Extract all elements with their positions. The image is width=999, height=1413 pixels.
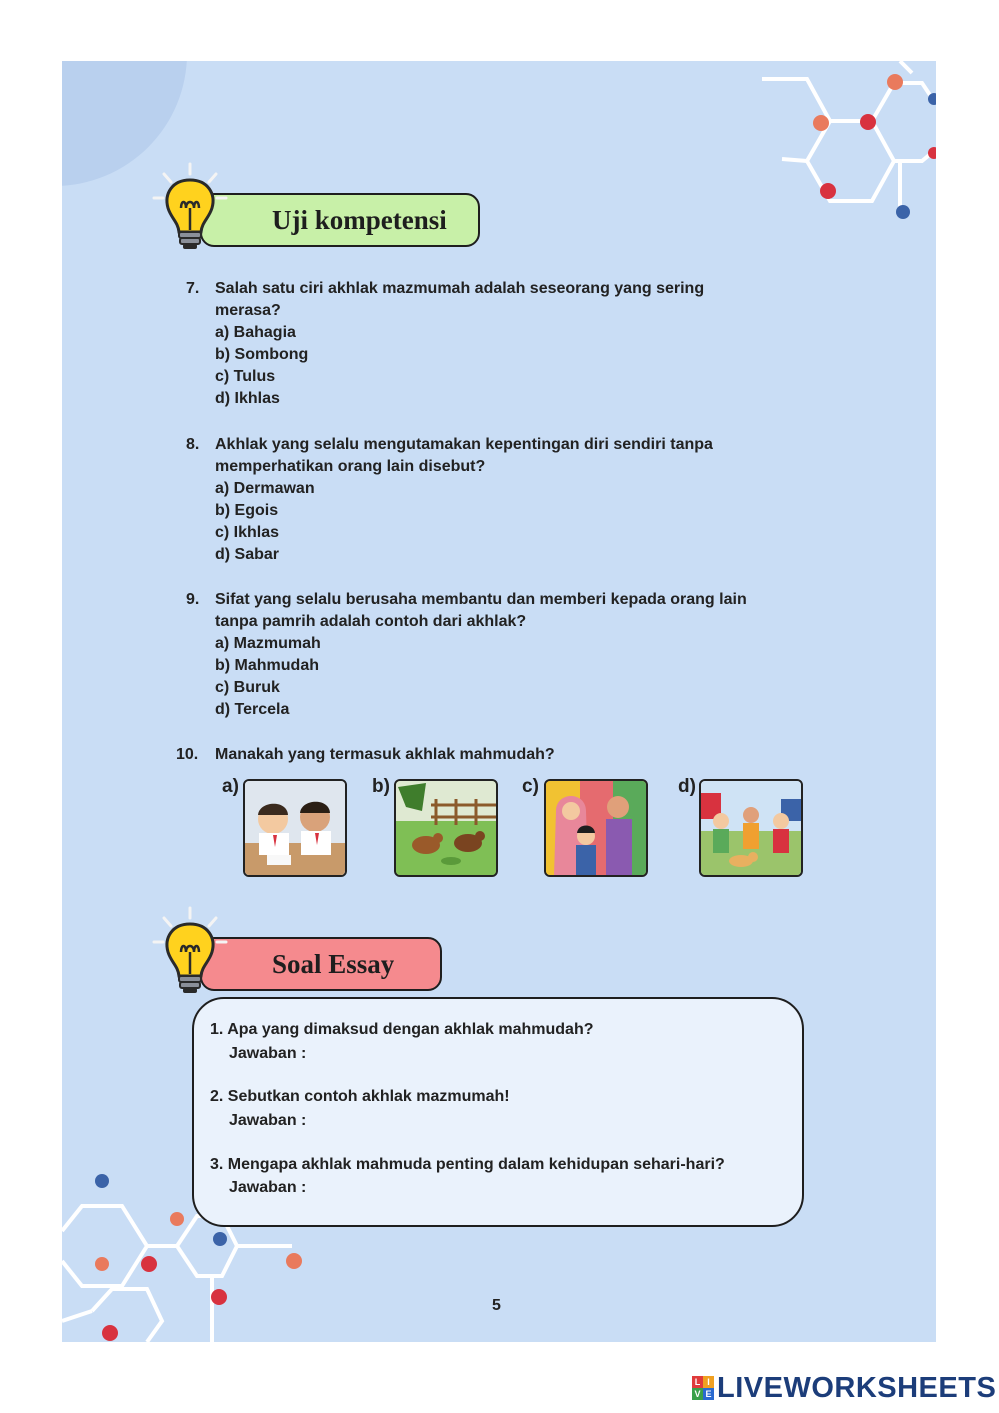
chickens-farm-picture xyxy=(396,781,496,875)
brand-name: LIVEWORKSHEETS xyxy=(717,1371,997,1404)
family-greeting-picture xyxy=(546,781,646,875)
picture-option-c[interactable] xyxy=(544,779,648,877)
option-c[interactable]: c) Ikhlas xyxy=(215,524,280,541)
section-title: Soal Essay xyxy=(272,948,395,979)
molecule-node xyxy=(820,183,836,199)
option-c[interactable]: c) Tulus xyxy=(215,368,276,385)
students-studying-picture xyxy=(245,781,345,875)
option-d[interactable]: d) Tercela xyxy=(215,701,290,718)
lightbulb-icon xyxy=(150,160,230,255)
picture-option-b[interactable] xyxy=(394,779,498,877)
essay-answer-label-3[interactable]: Jawaban : xyxy=(229,1179,307,1196)
option-b[interactable]: b) Egois xyxy=(215,502,279,519)
question-number: 8. xyxy=(186,436,200,453)
molecule-node xyxy=(887,74,903,90)
molecule-node xyxy=(896,205,910,219)
question-text-line: merasa? xyxy=(215,302,281,319)
question-text-line: Sifat yang selalu berusaha membantu dan memberi kepada orang lain xyxy=(215,591,747,608)
option-b[interactable]: b) Mahmudah xyxy=(215,657,319,674)
molecule-decoration-top xyxy=(762,61,936,231)
option-c[interactable]: c) Buruk xyxy=(215,679,280,696)
question-number: 10. xyxy=(176,746,199,763)
picture-option-label-c: c) xyxy=(522,776,539,797)
question-10 xyxy=(176,744,555,766)
molecule-node xyxy=(95,1257,109,1271)
section-banner-soal-essay xyxy=(200,937,442,991)
option-a[interactable]: a) Mazmumah xyxy=(215,635,321,652)
page-number: 5 xyxy=(492,1297,501,1314)
picture-option-a[interactable] xyxy=(243,779,347,877)
live-logo-icon: L I V E xyxy=(692,1376,714,1400)
essay-answer-label-2[interactable]: Jawaban : xyxy=(229,1112,307,1129)
essay-question-3: 3. Mengapa akhlak mahmuda penting dalam kehidupan sehari-hari? xyxy=(210,1156,725,1173)
question-text-line: Akhlak yang selalu mengutamakan kepentingan diri sendiri tanpa xyxy=(215,436,713,453)
picture-option-label-b: b) xyxy=(372,776,390,797)
question-text: Manakah yang termasuk akhlak mahmudah? xyxy=(215,746,555,763)
molecule-node xyxy=(813,115,829,131)
molecule-node xyxy=(860,114,876,130)
essay-answer-label-1[interactable]: Jawaban : xyxy=(229,1045,307,1062)
question-number: 9. xyxy=(186,591,200,608)
molecule-node xyxy=(95,1174,109,1188)
option-b[interactable]: b) Sombong xyxy=(215,346,309,363)
section-banner-uji-kompetensi xyxy=(200,193,480,247)
option-a[interactable]: a) Dermawan xyxy=(215,480,315,497)
picture-option-label-d: d) xyxy=(678,776,696,797)
molecule-node xyxy=(102,1325,118,1341)
option-d[interactable]: d) Sabar xyxy=(215,546,280,563)
option-d[interactable]: d) Ikhlas xyxy=(215,390,280,407)
picture-option-d[interactable] xyxy=(699,779,803,877)
picture-option-label-a: a) xyxy=(222,776,239,797)
essay-box xyxy=(192,997,804,1227)
option-a[interactable]: a) Bahagia xyxy=(215,324,296,341)
molecule-node xyxy=(213,1232,227,1246)
question-text-line: Salah satu ciri akhlak mazmumah adalah seseorang yang sering xyxy=(215,280,705,297)
lightbulb-icon xyxy=(150,904,230,999)
question-text-line: tanpa pamrih adalah contoh dari akhlak? xyxy=(215,613,527,630)
molecule-node xyxy=(170,1212,184,1226)
section-title: Uji kompetensi xyxy=(272,204,447,235)
question-text-line: memperhatikan orang lain disebut? xyxy=(215,458,486,475)
molecule-node xyxy=(286,1253,302,1269)
molecule-node xyxy=(141,1256,157,1272)
essay-question-1: 1. Apa yang dimaksud dengan akhlak mahmudah? xyxy=(210,1021,594,1038)
children-teasing-cat-picture xyxy=(701,781,801,875)
molecule-node xyxy=(211,1289,227,1305)
question-number: 7. xyxy=(186,280,200,297)
essay-question-2: 2. Sebutkan contoh akhlak mazmumah! xyxy=(210,1088,510,1105)
liveworksheets-logo[interactable] xyxy=(692,1371,996,1405)
